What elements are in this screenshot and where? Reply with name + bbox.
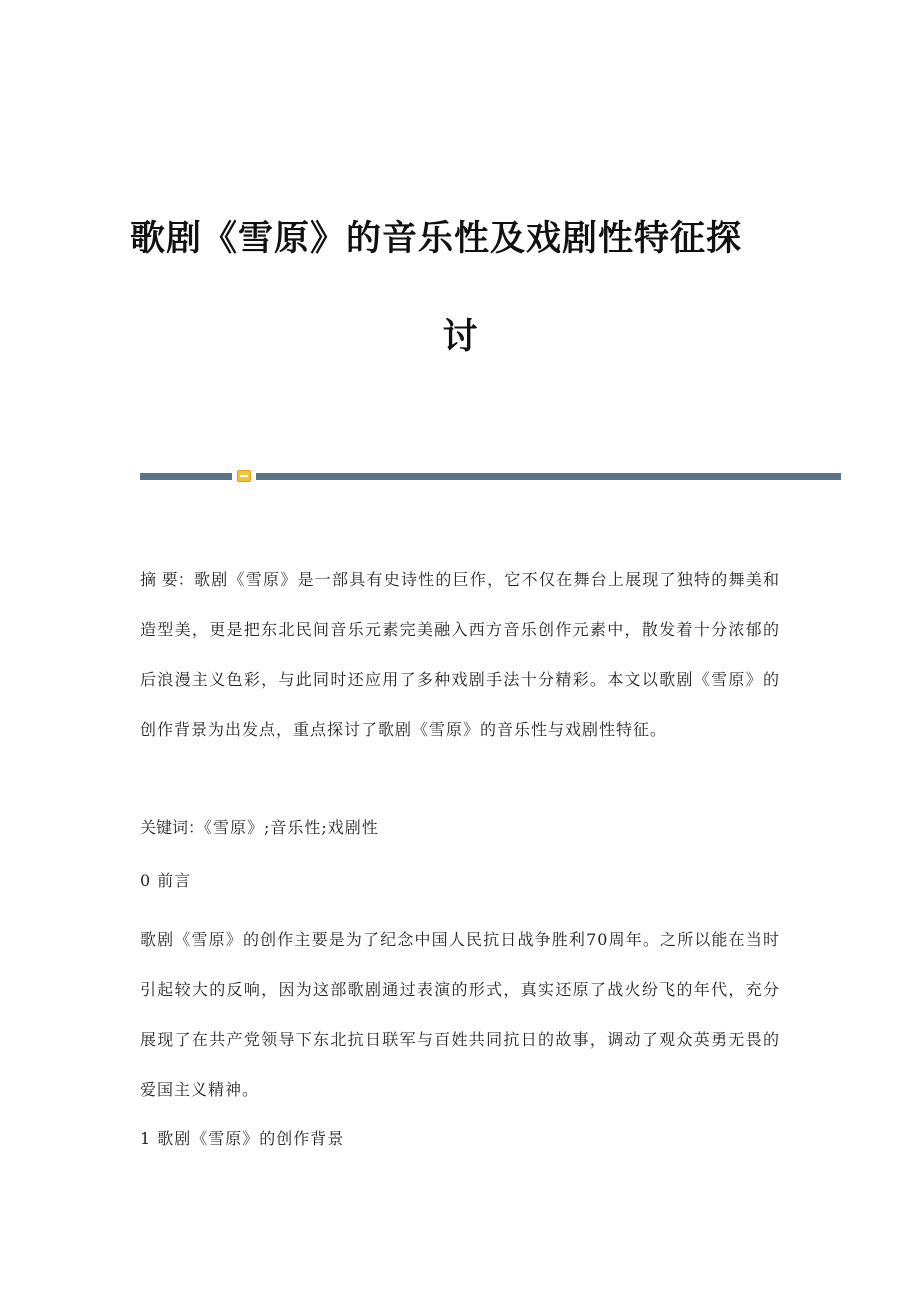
- title-divider: [140, 470, 841, 482]
- keywords-paragraph: [140, 803, 780, 853]
- abstract-paragraph: [140, 555, 780, 755]
- divider-emblem-icon: [237, 470, 251, 482]
- intro-paragraph: 歌剧《雪原》的创作主要是为了纪念中国人民抗日战争胜利70周年。之所以能在当时引起较大的反响，因为这部歌剧通过表演的形式，真实还原了战火纷飞的年代，充分展现了在共产党领导下东北抗日联军与百姓共同抗日的故事，调动了观众英勇无畏的爱国主义精神。: [140, 930, 780, 1099]
- keywords-text: 《雪原》;音乐性;戏剧性: [204, 818, 379, 837]
- divider-bar-right: [256, 473, 841, 480]
- section-heading-preface: 0 前言: [140, 871, 192, 890]
- document-title-line-2: 讨: [442, 317, 478, 357]
- document-title-line-1: 歌剧《雪原》的音乐性及戏剧性特征探: [130, 219, 743, 259]
- keywords-label: 关键词：: [140, 818, 205, 837]
- section-heading-background: 1 歌剧《雪原》的创作背景: [140, 1129, 345, 1148]
- abstract-text: 歌剧《雪原》是一部具有史诗性的巨作，它不仅在舞台上展现了独特的舞美和造型美，更是把东北民间音乐元素完美融入西方音乐创作元素中，散发着十分浓郁的后浪漫主义色彩，与此同时还应用了多种戏剧手法十分精彩。本文以歌剧《雪原》的创作背景为出发点，重点探讨了歌剧《雪原》的音乐性与戏剧性特征。: [140, 570, 780, 739]
- abstract-label: 摘 要：: [140, 570, 195, 589]
- divider-bar-left: [140, 473, 232, 480]
